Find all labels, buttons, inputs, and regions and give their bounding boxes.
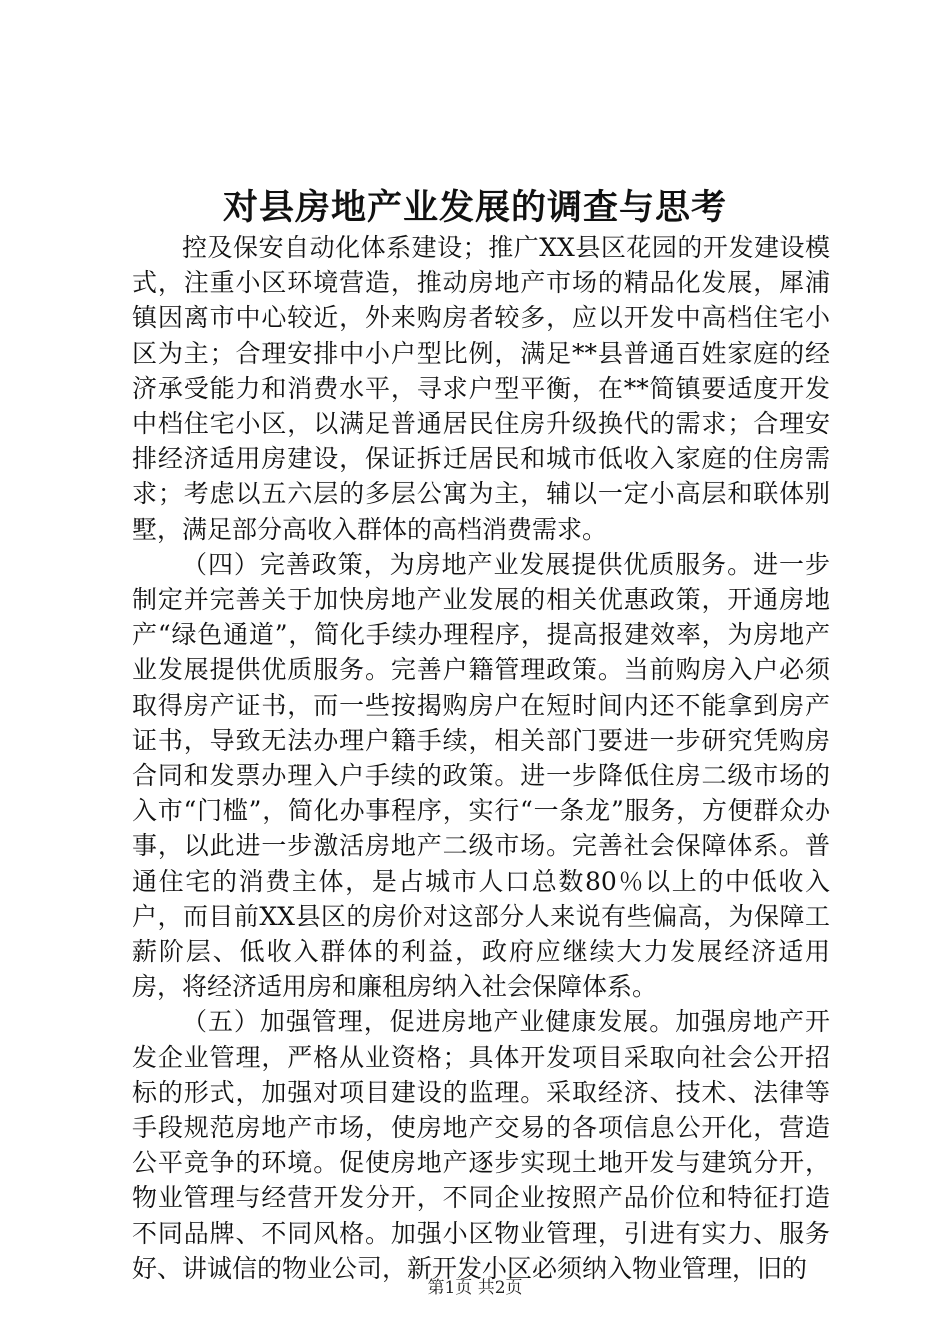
body-paragraph: （四）完善政策，为房地产业发展提供优质服务。进一步制定并完善关于加快房地产业发展的相关优惠政策，开通房地产“绿色通道”，简化手续办理程序，提高报建效率，为房地产业发展提供优质服务。完善户籍管理政策。当前购房入户必须取得房产证书，而一些按揭购房户在短时间内还不能拿到房产证书，导致无法办理户籍手续，相关部门要进一步研究凭购房合同和发票办理入户手续的政策。进一步降低住房二级市场的入市“门槛”，简化办事程序，实行“一条龙”服务，方便群众办事，以此进一步激活房地产二级市场。完善社会保障体系。普通住宅的消费主体，是占城市人口总数80％以上的中低收入户，而目前XX县区的房价对这部分人来说有些偏高，为保障工薪阶层、低收入群体的利益，政府应继续大力发展经济适用房，将经济适用房和廉租房纳入社会保障体系。	[132, 549, 830, 1002]
page-number-footer: 第1页 共2页	[427, 1278, 523, 1298]
body-paragraph: 控及保安自动化体系建设；推广XX县区花园的开发建设模式，注重小区环境营造，推动房地产市场的精品化发展，犀浦镇因离市中心较近，外来购房者较多，应以开发中高档住宅小区为主；合理安排中小户型比例，满足**县普通百姓家庭的经济承受能力和消费水平，寻求户型平衡，在**简镇要适度开发中档住宅小区，以满足普通居民住房升级换代的需求；合理安排经济适用房建设，保证拆迁居民和城市低收入家庭的住房需求；考虑以五六层的多层公寓为主，辅以一定小高层和联体别墅，满足部分高收入群体的高档消费需求。	[132, 233, 830, 544]
document-body	[132, 230, 830, 1286]
body-paragraph: （五）加强管理，促进房地产业健康发展。加强房地产开发企业管理，严格从业资格；具体开发项目采取向社会公开招标的形式，加强对项目建设的监理。采取经济、技术、法律等手段规范房地产市场，使房地产交易的各项信息公开化，营造公平竞争的环境。促使房地产逐步实现土地开发与建筑分开，物业管理与经营开发分开，不同企业按照产品价位和特征打造不同品牌、不同风格。加强小区物业管理，引进有实力、服务好、讲诚信的物业公司，新开发小区必须纳入物业管理，旧的	[132, 1007, 830, 1283]
document-title: 对县房地产业发展的调查与思考	[222, 187, 727, 228]
